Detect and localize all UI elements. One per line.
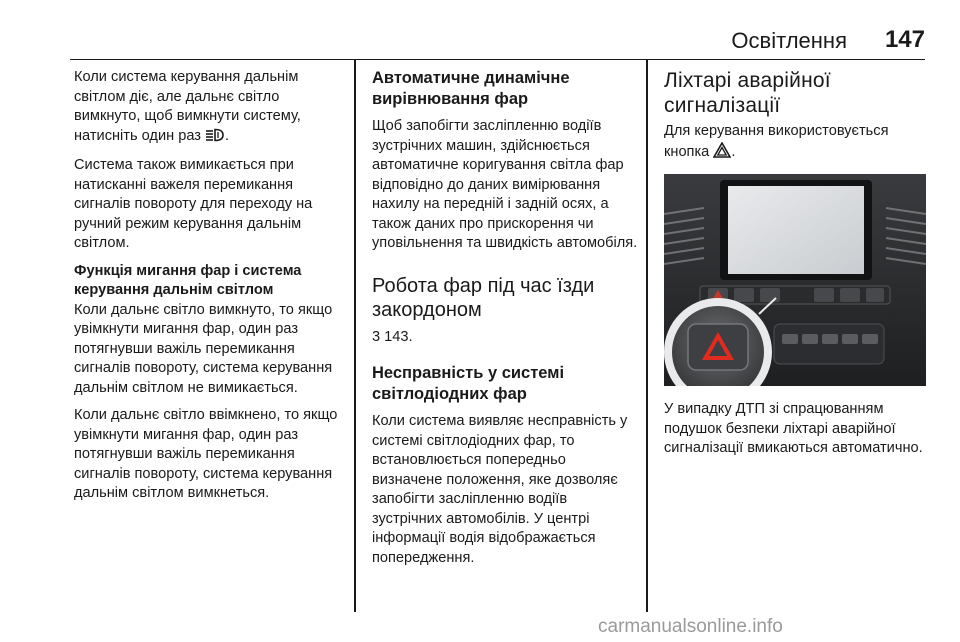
section-heading: Автоматичне динамічне вирівнювання фар [372,69,570,108]
paragraph: Щоб запобігти засліпленню водіїв зустрічних машин, здійснюється автоматичне коригування світла фар відповідно до даних вимірювання нахилу на передній і задній осях, а також даних про прискорення чи уповільнення та швидкість автомобіля. [372,118,638,251]
paragraph: У випадку ДТП зі спрацюванням подушок безпеки ліхтарі аварійної сигналізації вмикаються автоматично. [664,401,923,456]
column-middle [372,68,638,576]
section-heading: Робота фар під час їзди закордоном [372,274,595,321]
column-right [664,68,932,467]
page-number: 147 [884,26,925,53]
paragraph: Коли система виявляє несправність у системі світлодіодних фар, то встановлюється попередньо визначене положення, яке дозволяє запобігти засліпленню водіїв зустрічних автомобілів. У центрі інформації водія відображається попередження. [372,413,628,566]
high-beam-icon [205,128,225,149]
paragraph: Для керування використовується кнопка . [664,122,932,164]
dashboard-photo [664,174,926,386]
header-rule [70,59,925,60]
subheading: Функція мигання фар і система керування дальнім світлом [74,262,302,298]
page-reference: 3 143. [372,328,413,345]
column-divider [354,60,356,612]
column-divider [646,60,648,612]
section-heading: Ліхтарі аварійної сигналізації [664,69,831,117]
column-left [74,68,344,512]
paragraph: Коли дальнє світло вимкнуто, то якщо увімкнути мигання фар, один раз потягнувши важіль перемикання сигналів повороту, система керування дальнім світлом не вимикається. [74,301,333,396]
paragraph: Коли дальнє світло ввімкнено, то якщо увімкнути мигання фар, один раз потягнувши важіль перемикання сигналів повороту, система керування дальнім світлом вимкнеться. [74,407,338,501]
section-title: Освітлення [731,28,847,53]
hazard-triangle-icon [713,142,731,165]
hazard-button-illustration [664,174,926,386]
watermark: carmanualsonline.info [598,616,783,637]
paragraph: Коли система керування дальнім світлом діє, але дальнє світло вимкнуто, щоб вимкнути систему, натисніть один раз . [74,68,344,148]
paragraph: Система також вимикається при натисканні важеля перемикання сигналів повороту для переходу на ручний режим керування дальнім світлом. [74,157,313,251]
page-header [70,18,925,60]
section-heading: Несправність у системі світлодіодних фар [372,364,565,403]
